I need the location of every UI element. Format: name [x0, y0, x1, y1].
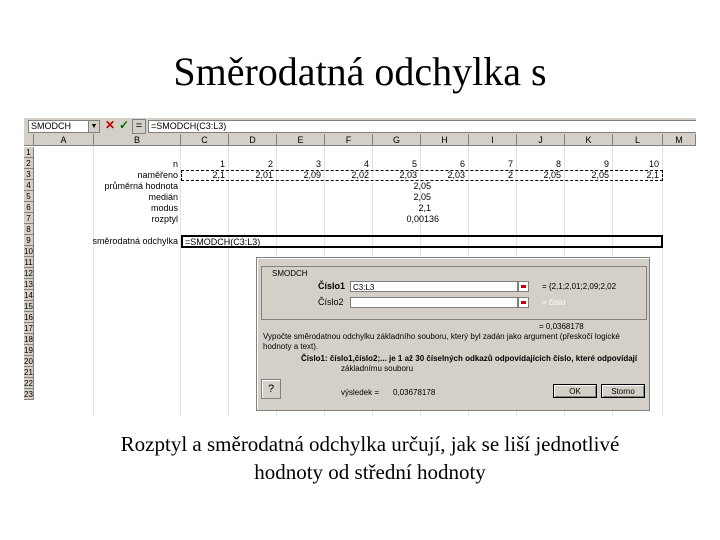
cell-mode[interactable]: 2,1 — [418, 203, 431, 213]
collapse-dialog-icon[interactable] — [518, 297, 529, 308]
row-header[interactable]: 4 — [24, 180, 34, 191]
spreadsheet-window — [24, 118, 696, 416]
cell-measured[interactable]: 2,05 — [543, 170, 561, 180]
column-header-b[interactable]: B — [94, 134, 181, 146]
cell-label-variance[interactable]: rozptyl — [151, 214, 178, 224]
arguments-group — [261, 266, 647, 320]
row-header[interactable]: 18 — [24, 335, 33, 344]
formula-preview-result: = 0,0368178 — [539, 322, 584, 331]
edit-formula-button[interactable]: = — [132, 119, 146, 134]
cell-measured[interactable]: 2,03 — [447, 170, 465, 180]
row-header[interactable]: 5 — [24, 191, 34, 202]
row-header[interactable]: 14 — [24, 291, 33, 300]
row-header[interactable]: 13 — [24, 280, 33, 289]
select-all-corner[interactable] — [24, 134, 34, 146]
cell-label-mode[interactable]: modus — [150, 203, 178, 213]
enter-formula-icon[interactable]: ✓ — [118, 118, 130, 132]
active-cell[interactable] — [181, 235, 663, 248]
function-description-cont: hodnoty a text). — [263, 342, 319, 351]
cell-variance[interactable]: 0,00136 — [406, 214, 439, 224]
result-label: výsledek = — [341, 388, 380, 397]
formula-input[interactable]: =SMODCH(C3:L3) — [148, 120, 696, 133]
argument-help: Číslo1: číslo1,číslo2;... je 1 až 30 číselných odkazů odpovídajících číslo, které odpovídají — [301, 354, 638, 363]
cell-measured[interactable]: 2,02 — [351, 170, 369, 180]
row-header[interactable]: 2 — [24, 158, 34, 169]
number2-label: Číslo2 — [318, 297, 344, 307]
cell-label-measured[interactable]: naměřeno — [137, 170, 178, 180]
function-arguments-dialog — [256, 257, 650, 411]
row-header[interactable]: 8 — [24, 224, 34, 235]
column-header-l[interactable]: L — [613, 134, 663, 146]
cancel-button[interactable]: Storno — [601, 384, 645, 398]
cell-mean[interactable]: 2,05 — [413, 181, 431, 191]
column-header-f[interactable]: F — [325, 134, 373, 146]
cell-measured[interactable]: 2,01 — [255, 170, 273, 180]
cell-n[interactable]: 3 — [315, 159, 321, 169]
column-header-j[interactable]: J — [517, 134, 565, 146]
row-header[interactable]: 21 — [24, 368, 33, 377]
cell-n[interactable]: 4 — [363, 159, 369, 169]
column-header-c[interactable]: C — [181, 134, 229, 146]
row-header[interactable]: 9 — [24, 235, 34, 246]
column-header-k[interactable]: K — [565, 134, 613, 146]
row-header[interactable]: 20 — [24, 357, 33, 366]
cell-measured[interactable]: 2 — [507, 170, 513, 180]
slide-caption — [40, 430, 700, 486]
number1-preview: = {2,1;2,01;2,09;2,02 — [542, 282, 617, 291]
collapse-dialog-icon[interactable] — [518, 281, 529, 292]
argument-help-cont: základnímu souboru — [341, 364, 414, 373]
cell-measured[interactable]: 2,1 — [646, 170, 659, 180]
row-header[interactable]: 10 — [24, 247, 33, 256]
column-header-h[interactable]: H — [421, 134, 469, 146]
number2-input[interactable] — [350, 297, 518, 308]
name-box-dropdown-icon[interactable]: ▼ — [88, 120, 100, 133]
cell-label-std-dev[interactable]: směrodatná odchylka — [92, 236, 178, 246]
column-header-m[interactable]: M — [663, 134, 696, 146]
cell-measured[interactable]: 2,09 — [303, 170, 321, 180]
column-header-i[interactable]: I — [469, 134, 517, 146]
slide-title: Směrodatná odchylka s — [173, 49, 547, 94]
cell-label-median[interactable]: medián — [148, 192, 178, 202]
column-header-a[interactable]: A — [34, 134, 94, 146]
formula-bar — [24, 118, 696, 135]
number1-label: Číslo1 — [318, 281, 346, 291]
cell-n[interactable]: 2 — [267, 159, 273, 169]
cell-n[interactable]: 6 — [459, 159, 465, 169]
cell-measured[interactable]: 2,1 — [212, 170, 225, 180]
row-header[interactable]: 12 — [24, 269, 33, 278]
cell-n[interactable]: 9 — [603, 159, 609, 169]
row-header[interactable]: 22 — [24, 379, 33, 388]
row-header[interactable]: 16 — [24, 313, 33, 322]
column-header-e[interactable]: E — [277, 134, 325, 146]
row-header[interactable]: 1 — [24, 147, 34, 158]
row-header[interactable]: 15 — [24, 302, 33, 311]
row-header[interactable]: 11 — [24, 258, 33, 267]
cell-n[interactable]: 10 — [648, 159, 659, 169]
row-header[interactable]: 6 — [24, 202, 34, 213]
row-header[interactable]: 23 — [24, 390, 33, 399]
column-header-g[interactable]: G — [373, 134, 421, 146]
name-box[interactable]: SMODCH — [28, 120, 90, 133]
number2-preview: = číslo — [542, 298, 566, 307]
row-header[interactable]: 17 — [24, 324, 33, 333]
number1-input[interactable]: C3:L3 — [350, 281, 518, 292]
active-cell-formula: =SMODCH(C3:L3) — [185, 237, 261, 247]
cell-measured[interactable]: 2,05 — [591, 170, 609, 180]
column-header-d[interactable]: D — [229, 134, 277, 146]
caption-line: Rozptyl a směrodatná odchylka určují, jak se liší jednotlivé — [120, 432, 620, 456]
cell-n[interactable]: 8 — [555, 159, 561, 169]
cell-measured[interactable]: 2,03 — [399, 170, 417, 180]
row-header[interactable]: 3 — [24, 169, 34, 180]
cell-label-n[interactable]: n — [172, 159, 178, 169]
row-header[interactable]: 7 — [24, 213, 34, 224]
cell-n[interactable]: 7 — [507, 159, 513, 169]
function-description: Vypočte směrodatnou odchylku základního souboru, který byl zadán jako argument (přeskočí logické — [263, 332, 620, 341]
caption-line: hodnoty od střední hodnoty — [254, 460, 486, 484]
group-title: SMODCH — [272, 269, 308, 278]
help-icon[interactable]: ? — [261, 379, 281, 399]
row-header[interactable]: 19 — [24, 346, 33, 355]
result-value: 0,03678178 — [393, 388, 436, 397]
cancel-formula-icon[interactable]: ✕ — [104, 118, 116, 132]
ok-button[interactable]: OK — [553, 384, 597, 398]
cell-n[interactable]: 5 — [411, 159, 417, 169]
cell-label-mean[interactable]: průměrná hodnota — [104, 181, 178, 191]
cell-median[interactable]: 2,05 — [413, 192, 431, 202]
cell-n[interactable]: 1 — [219, 159, 225, 169]
